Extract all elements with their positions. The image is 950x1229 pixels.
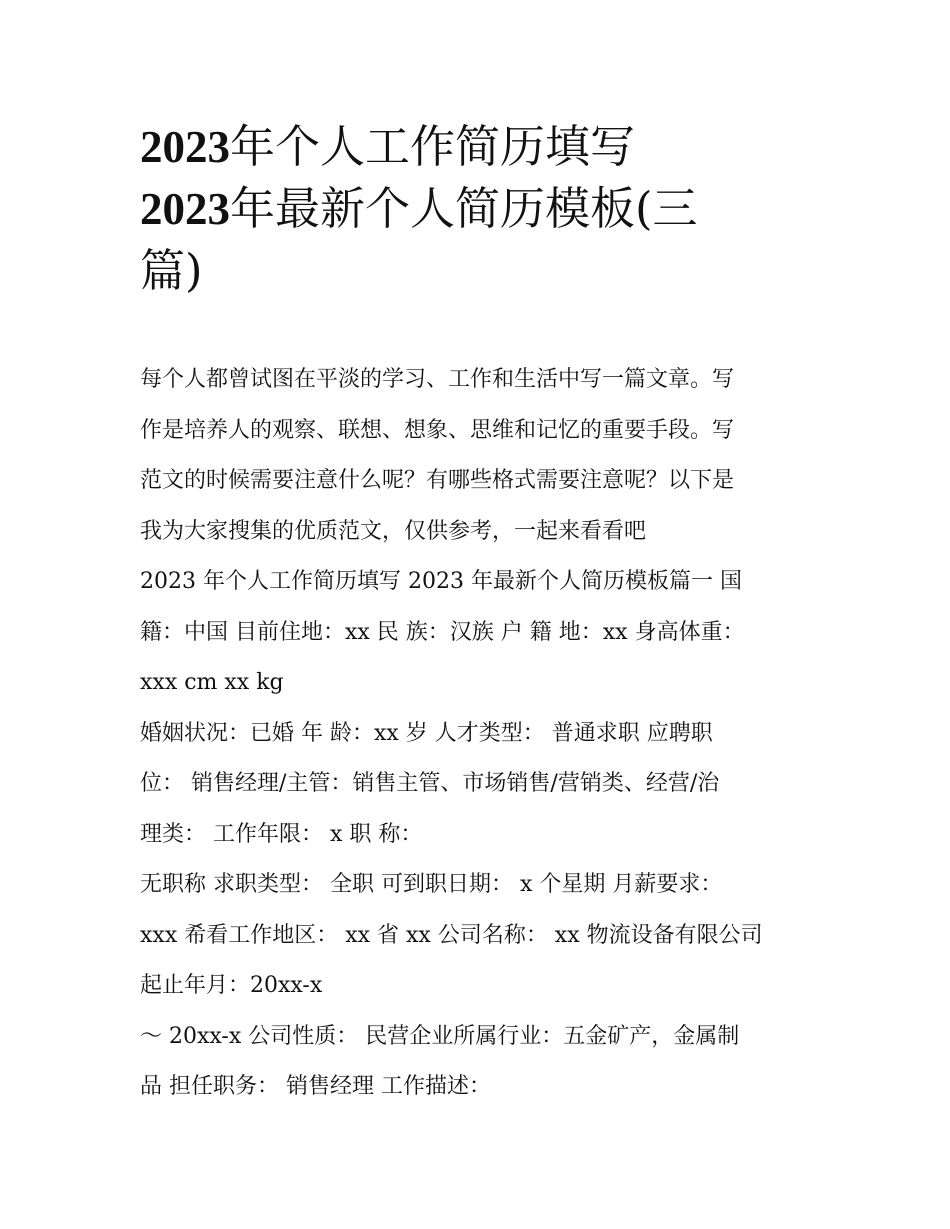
body-line: 作是培养人的观察、联想、想象、思维和记忆的重要手段。写 (140, 417, 735, 443)
body-line: xxx cm xx kg (140, 670, 284, 695)
body-line: 2023 年个人工作简历填写 2023 年最新个人简历模板篇一 国 (140, 569, 742, 594)
body-line: 理类： 工作年限： x 职 称： (140, 821, 423, 847)
body-line: 品 担任职务： 销售经理 工作描述： (140, 1074, 491, 1099)
body-line: 起止年月：20xx-x (140, 973, 323, 998)
body-line: 无职称 求职类型： 全职 可到职日期： x 个星期 月薪要求： (140, 872, 723, 897)
title-year: 2023 (140, 122, 230, 172)
title-year: 2023 (140, 184, 230, 234)
body-line: 婚姻状况：已婚 年 龄：xx 岁 人才类型： 普通求职 应聘职 (140, 720, 713, 746)
title-line-2 (140, 178, 820, 240)
body-line: xxx 希看工作地区： xx 省 xx 公司名称： xx 物流设备有限公司 (140, 922, 763, 948)
body-line: 每个人都曾试图在平淡的学习、工作和生活中写一篇文章。写 (140, 367, 735, 392)
title-line-3 (140, 240, 820, 302)
document-body (140, 355, 820, 1113)
title-text: 年个人工作简历填写 (230, 120, 636, 173)
title-line-1 (140, 116, 820, 178)
body-line: 籍：中国 目前住地：xx 民 族：汉族 户 籍 地：xx 身高体重： (140, 619, 745, 645)
body-line: 我为大家搜集的优质范文，仅供参考，一起来看看吧 (140, 518, 647, 544)
body-line: 范文的时候需要注意什么呢？有哪些格式需要注意呢？以下是 (140, 468, 735, 493)
document-title (140, 116, 820, 302)
body-line: ～ 20xx-x 公司性质： 民营企业所属行业：五金矿产，金属制 (140, 1023, 740, 1049)
body-line: 位： 销售经理/主管：销售主管、市场销售/营销类、经营/治 (140, 771, 720, 796)
title-text: 年最新个人简历模板(三 (230, 182, 698, 235)
title-text: 篇) (140, 244, 203, 297)
